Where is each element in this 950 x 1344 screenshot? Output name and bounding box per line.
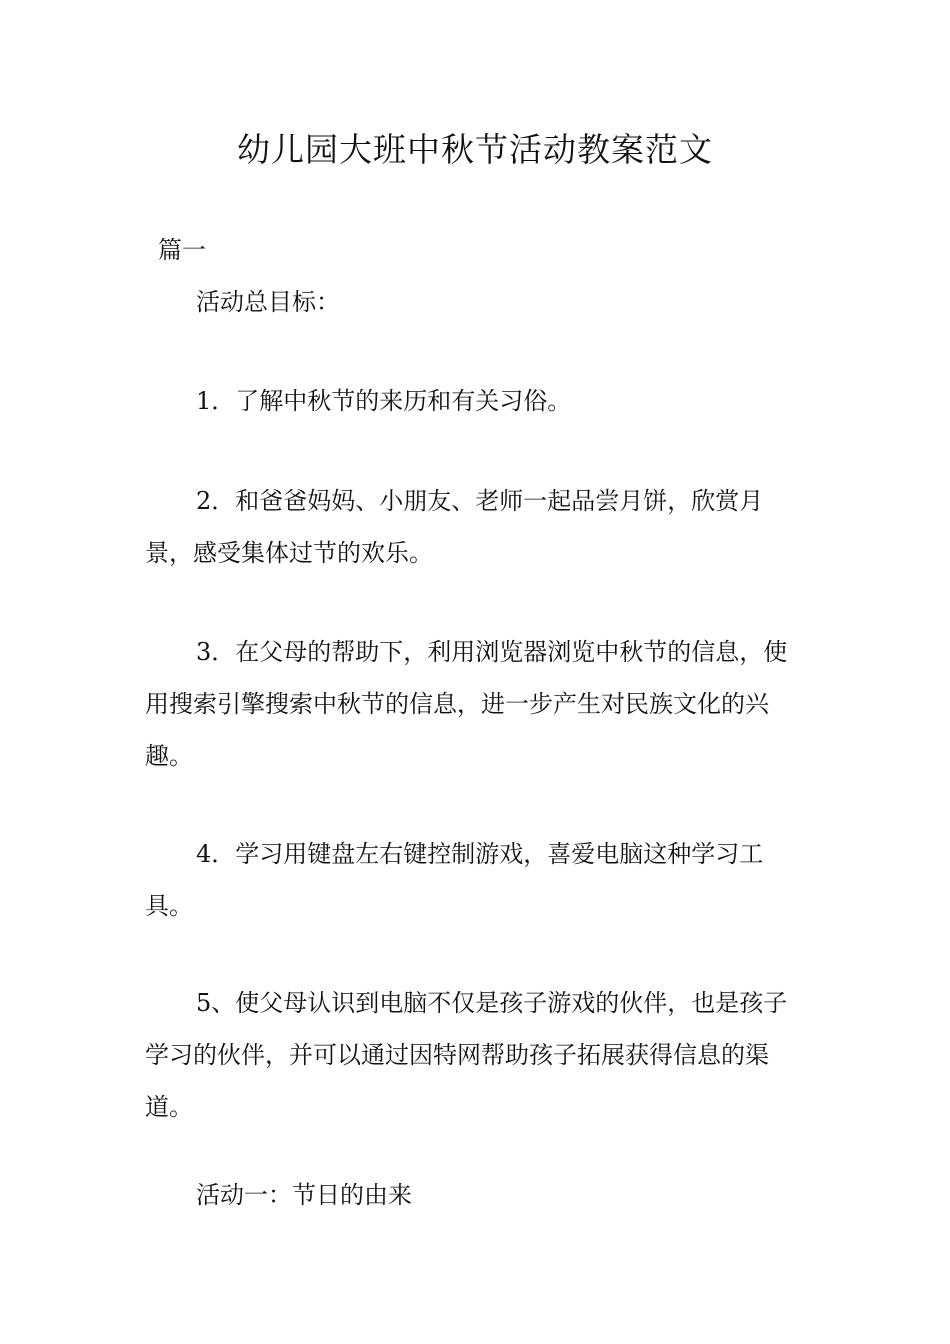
- paragraph-goal-5: 5、使父母认识到电脑不仅是孩子游戏的伙伴，也是孩子学习的伙伴，并可以通过因特网帮助孩子拓展获得信息的渠道。: [145, 989, 788, 1121]
- paragraph-goal-2: 2．和爸爸妈妈、小朋友、老师一起品尝月饼，欣赏月景，感受集体过节的欢乐。: [145, 487, 764, 567]
- paragraph-activity-1: 活动一：节日的由来: [196, 1181, 412, 1209]
- paragraph-goal-4: 4．学习用键盘左右键控制游戏，喜爱电脑这种学习工具。: [145, 840, 764, 920]
- paragraph-goal-heading: 活动总目标：: [196, 288, 340, 316]
- document-title: 幼儿园大班中秋节活动教案范文: [237, 130, 713, 169]
- paragraph-goal-1: 1．了解中秋节的来历和有关习俗。: [196, 387, 572, 415]
- paragraph-goal-3: 3．在父母的帮助下，利用浏览器浏览中秋节的信息，使用搜索引擎搜索中秋节的信息，进一步产生对民族文化的兴趣。: [145, 638, 788, 770]
- section-heading: 篇一: [158, 236, 206, 264]
